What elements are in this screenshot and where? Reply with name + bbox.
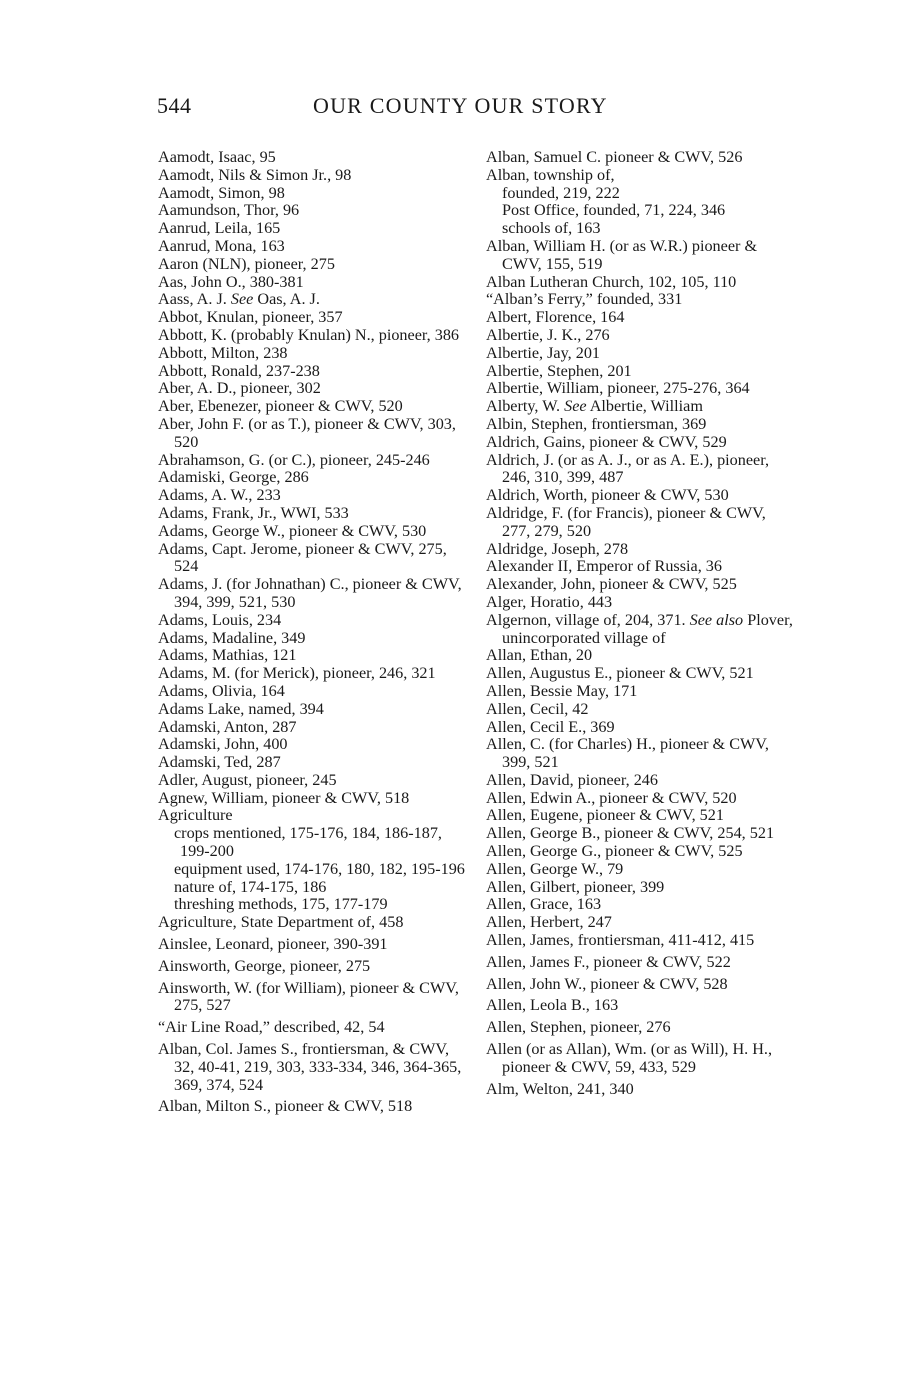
index-entry: Adams, Mathias, 121 xyxy=(158,646,297,665)
index-entry: Abbott, K. (probably Knulan) N., pioneer, 386 xyxy=(158,325,460,344)
index-entry: Albertie, Jay, 201 xyxy=(486,343,601,362)
running-title: OUR COUNTY OUR STORY xyxy=(313,93,608,118)
index-entry: Algernon, village of, 204, 371. See also Plover, unincorporated village of xyxy=(486,610,793,647)
index-entry: Alban Lutheran Church, 102, 105, 110 xyxy=(486,272,737,291)
index-entry: Aanrud, Mona, 163 xyxy=(158,236,285,255)
index-entry: Aamodt, Nils & Simon Jr., 98 xyxy=(158,165,352,184)
index-entry: Ainsworth, W. (for William), pioneer & CWV, 275, 527 xyxy=(158,978,459,1015)
index-entry: Aldrich, Gains, pioneer & CWV, 529 xyxy=(486,432,727,451)
index-entry: Allen, Augustus E., pioneer & CWV, 521 xyxy=(486,664,754,683)
index-entry: Aldridge, F. (for Francis), pioneer & CWV, 277, 279, 520 xyxy=(486,503,766,540)
index-subentry: crops mentioned, 175-176, 184, 186-187, 199-200 xyxy=(174,824,442,861)
index-entry: Aas, John O., 380-381 xyxy=(158,272,304,291)
index-entry: Agnew, William, pioneer & CWV, 518 xyxy=(158,788,410,807)
index-entry: Allen, George B., pioneer & CWV, 254, 521 xyxy=(486,824,775,843)
index-entry: Aamundson, Thor, 96 xyxy=(158,201,300,220)
index-entry: Alban, Col. James S., frontiersman, & CWV, 32, 40-41, 219, 303, 333-334, 346, 364-365, 369, 374, 524 xyxy=(158,1040,462,1094)
index-subentry: nature of, 174-175, 186 xyxy=(174,877,327,896)
index-entry: Alberty, W. See Albertie, William xyxy=(486,397,703,416)
index-entry: Allen, Leola B., 163 xyxy=(486,996,619,1015)
index-entry: Aber, John F. (or as T.), pioneer & CWV, 303, 520 xyxy=(158,414,456,451)
index-entry: Abbot, Knulan, pioneer, 357 xyxy=(158,308,343,327)
index-entry: Adamski, John, 400 xyxy=(158,735,288,754)
index-entry: Adams, George W., pioneer & CWV, 530 xyxy=(158,521,427,540)
index-entry: Allen, Grace, 163 xyxy=(486,895,602,914)
index-entry: Allen, Cecil, 42 xyxy=(486,699,589,718)
index-entry: Agriculture, State Department of, 458 xyxy=(158,913,404,932)
index-entry: Allen, C. (for Charles) H., pioneer & CWV, 399, 521 xyxy=(486,735,769,772)
index-entry: Alexander II, Emperor of Russia, 36 xyxy=(486,557,722,576)
index-entry: Allen, James F., pioneer & CWV, 522 xyxy=(486,952,731,971)
index-entry: “Air Line Road,” described, 42, 54 xyxy=(158,1018,385,1037)
index-entry: Adams, A. W., 233 xyxy=(158,486,281,505)
index-entry: Abbott, Ronald, 237-238 xyxy=(158,361,320,380)
index-entry: Allen, Stephen, pioneer, 276 xyxy=(486,1018,671,1037)
index-entry: Allen (or as Allan), Wm. (or as Will), H. H., pioneer & CWV, 59, 433, 529 xyxy=(486,1040,773,1076)
index-entry: Allen, David, pioneer, 246 xyxy=(486,770,658,789)
index-entry: Adams, Louis, 234 xyxy=(158,610,282,629)
index-entry: Allen, George W., 79 xyxy=(486,859,624,878)
index-entry: Adams, Capt. Jerome, pioneer & CWV, 275, 524 xyxy=(158,539,447,576)
index-entry: Adamski, Anton, 287 xyxy=(158,717,297,736)
index-entry: Alban, township of, xyxy=(486,165,615,184)
index-entry: Allen, Gilbert, pioneer, 399 xyxy=(486,877,665,896)
index-entry: Allen, Bessie May, 171 xyxy=(486,681,638,700)
index-entry: Alban, Samuel C. pioneer & CWV, 526 xyxy=(486,148,743,166)
page-header xyxy=(157,93,797,125)
index-entry: Albertie, Stephen, 201 xyxy=(486,361,632,380)
index-entry: Allen, Eugene, pioneer & CWV, 521 xyxy=(486,806,724,825)
index-entry: Aber, A. D., pioneer, 302 xyxy=(158,379,321,398)
index-entry: Alban, William H. (or as W.R.) pioneer & CWV, 155, 519 xyxy=(486,236,758,273)
index-entry: Ainsworth, George, pioneer, 275 xyxy=(158,956,371,975)
index-entry: Allan, Ethan, 20 xyxy=(486,646,593,665)
index-entry: Agriculture xyxy=(158,806,233,825)
page-number: 544 xyxy=(157,93,192,118)
index-entry: Adamiski, George, 286 xyxy=(158,468,309,487)
index-entry: Alger, Horatio, 443 xyxy=(486,592,613,611)
index-subentry: threshing methods, 175, 177-179 xyxy=(174,895,388,914)
index-entry: Albertie, J. K., 276 xyxy=(486,325,610,344)
index-entry: Adams, J. (for Johnathan) C., pioneer & CWV, 394, 399, 521, 530 xyxy=(158,575,462,611)
index-column-right xyxy=(486,149,798,1098)
index-subentry: schools of, 163 xyxy=(502,219,601,238)
index-entry: Adams, Madaline, 349 xyxy=(158,628,306,647)
index-entry: Aanrud, Leila, 165 xyxy=(158,219,281,238)
index-entry: Adams, Olivia, 164 xyxy=(158,681,285,700)
index-entry: Alexander, John, pioneer & CWV, 525 xyxy=(486,575,737,594)
index-entry: Allen, John W., pioneer & CWV, 528 xyxy=(486,974,728,993)
index-entry: Adler, August, pioneer, 245 xyxy=(158,770,337,789)
index-entry: Abbott, Milton, 238 xyxy=(158,343,288,362)
index-entry: Aaron (NLN), pioneer, 275 xyxy=(158,254,335,273)
index-entry: Allen, Cecil E., 369 xyxy=(486,717,615,736)
index-entry: Allen, Herbert, 247 xyxy=(486,913,612,932)
index-subentry: Post Office, founded, 71, 224, 346 xyxy=(502,201,726,220)
index-entry: Albertie, William, pioneer, 275-276, 364 xyxy=(486,379,750,398)
index-entry: Ainslee, Leonard, pioneer, 390-391 xyxy=(158,935,388,954)
index-entry: “Alban’s Ferry,” founded, 331 xyxy=(486,290,683,309)
index-subentry: founded, 219, 222 xyxy=(502,183,620,202)
index-entry: Adams, M. (for Merick), pioneer, 246, 321 xyxy=(158,664,436,683)
index-entry: Aamodt, Isaac, 95 xyxy=(158,148,276,166)
index-entry: Adamski, Ted, 287 xyxy=(158,753,281,772)
index-entry: Alm, Welton, 241, 340 xyxy=(486,1079,634,1098)
index-entry: Alban, Milton S., pioneer & CWV, 518 xyxy=(158,1097,413,1116)
index-entry: Aber, Ebenezer, pioneer & CWV, 520 xyxy=(158,397,403,416)
index-entry: Abrahamson, G. (or C.), pioneer, 245-246 xyxy=(158,450,430,469)
index-subentry: equipment used, 174-176, 180, 182, 195-196 xyxy=(174,859,465,878)
index-entry: Albert, Florence, 164 xyxy=(486,308,625,327)
index-entry: Aldridge, Joseph, 278 xyxy=(486,539,629,558)
index-entry: Allen, George G., pioneer & CWV, 525 xyxy=(486,842,743,861)
index-entry: Aldrich, Worth, pioneer & CWV, 530 xyxy=(486,486,729,505)
index-entry: Adams, Frank, Jr., WWI, 533 xyxy=(158,503,349,522)
index-entry: Allen, Edwin A., pioneer & CWV, 520 xyxy=(486,788,737,807)
index-entry: Aamodt, Simon, 98 xyxy=(158,183,285,202)
index-entry: Allen, James, frontiersman, 411-412, 415 xyxy=(486,931,755,950)
index-entry: Aass, A. J. See Oas, A. J. xyxy=(158,290,320,309)
index-column-left xyxy=(158,149,470,1116)
index-entry: Albin, Stephen, frontiersman, 369 xyxy=(486,414,707,433)
index-entry: Adams Lake, named, 394 xyxy=(158,699,324,718)
index-entry: Aldrich, J. (or as A. J., or as A. E.), pioneer, 246, 310, 399, 487 xyxy=(486,450,770,487)
